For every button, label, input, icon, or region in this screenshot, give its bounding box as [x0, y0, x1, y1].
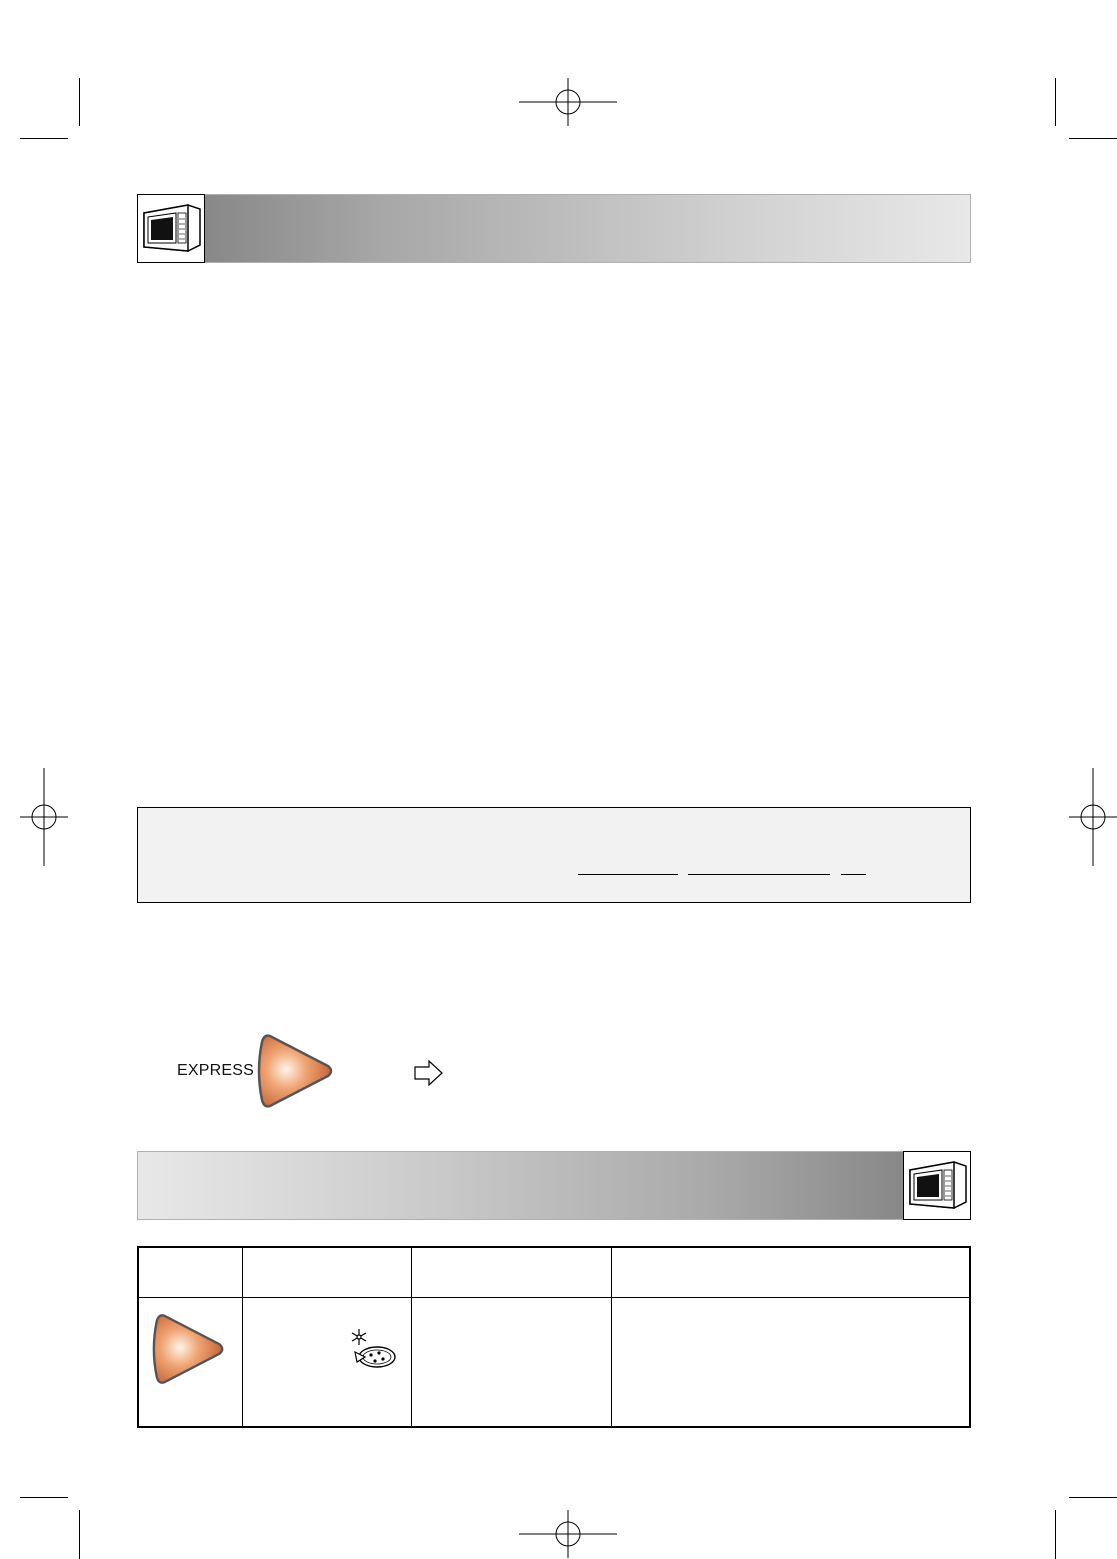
pizza-icon — [351, 1344, 397, 1370]
crop-mark-bl-v — [79, 1510, 80, 1559]
crop-mark-tl-h — [20, 138, 68, 139]
note-underline-3 — [841, 874, 866, 875]
microwave-icon-box — [903, 1151, 971, 1220]
express-label: EXPRESS — [177, 1062, 254, 1079]
express-table — [137, 1246, 971, 1428]
express-button[interactable] — [256, 1032, 336, 1110]
registration-mark-right — [1069, 768, 1117, 866]
microwave-icon — [904, 1152, 970, 1219]
crop-mark-tl-v — [79, 78, 80, 126]
crop-mark-tr-h — [1069, 138, 1117, 139]
registration-mark-left — [20, 768, 68, 866]
table-divider — [242, 1248, 243, 1426]
table-divider — [411, 1248, 412, 1426]
note-underline-2 — [688, 874, 830, 875]
registration-mark-top — [519, 78, 617, 126]
table-divider — [611, 1248, 612, 1426]
crop-mark-bl-h — [20, 1497, 68, 1498]
registration-mark-bottom — [519, 1510, 617, 1558]
note-box — [137, 807, 971, 903]
express-button[interactable] — [151, 1310, 227, 1388]
microwave-icon-box — [137, 194, 205, 263]
section-header-bottom — [137, 1151, 971, 1220]
microwave-icon — [138, 195, 204, 262]
crop-mark-tr-v — [1055, 78, 1056, 126]
table-header-row — [139, 1248, 969, 1298]
section-header-top — [137, 194, 971, 263]
crop-mark-br-v — [1055, 1510, 1056, 1559]
arrow-right-icon — [414, 1060, 444, 1086]
crop-mark-br-h — [1069, 1497, 1117, 1498]
note-underline-1 — [578, 874, 678, 875]
